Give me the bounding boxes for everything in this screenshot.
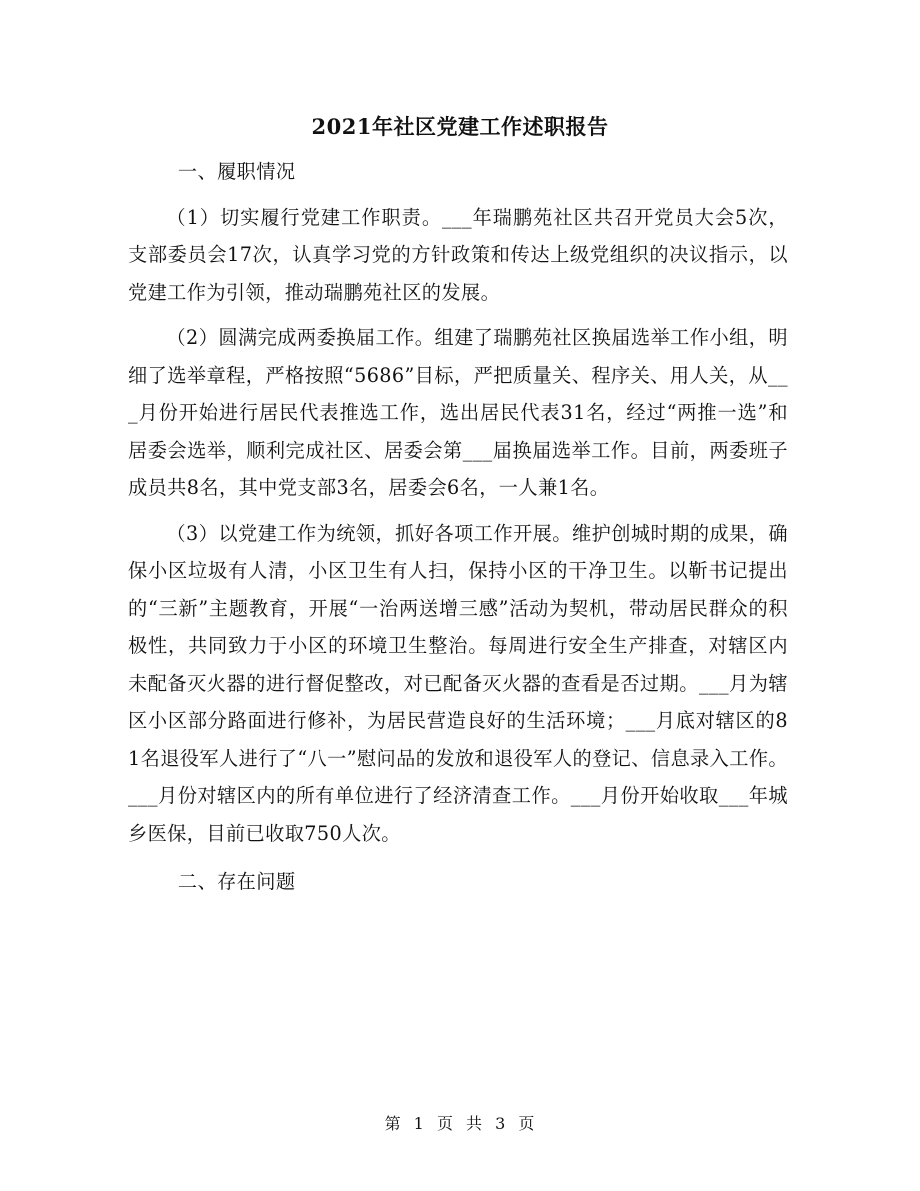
paragraph-party-duties: （1）切实履行党建工作职责。___年瑞鹏苑社区共召开党员大会5次，支部委员会17次，认真学习党的方针政策和传达上级党组织的决议指示，以党建工作为引领，推动瑞鹏苑社区的发展。 xyxy=(128,205,788,304)
paragraph-election: （2）圆满完成两委换届工作。组建了瑞鹏苑社区换届选举工作小组，明细了选举章程，严格按照“5686”目标，严把质量关、程序关、用人关，从___月份开始进行居民代表推选工作，选出居民代表31名，经过“两推一选”和居委会选举，顺利完成社区、居委会第___届换届选举工作。目前，两委班子成员共8名，其中党支部3名，居委会6名，一人兼1名。 xyxy=(128,326,788,499)
document-title: 2021年社区党建工作述职报告 xyxy=(311,114,609,139)
section-heading-problems: 二、存在问题 xyxy=(177,870,296,893)
section-heading-duties: 一、履职情况 xyxy=(177,160,296,183)
paragraph-work-progress: （3）以党建工作为统领，抓好各项工作开展。维护创城时期的成果，确保小区垃圾有人清，小区卫生有人扫，保持小区的干净卫生。以靳书记提出的“三新”主题教育，开展“一治两送增三感”活动为契机，带动居民群众的积极性，共同致力于小区的环境卫生整治。每周进行安全生产排查，对辖区内未配备灭火器的进行督促整改，对已配备灭火器的查看是否过期。___月为辖区小区部分路面进行修补，为居民营造良好的生活环境；___月底对辖区的81名退役军人进行了“八一”慰问品的发放和退役军人的登记、信息录入工作。___月份对辖区内的所有单位进行了经济清查工作。___月份开始收取___年城乡医保，目前已收取750人次。 xyxy=(128,521,788,845)
page-number: 第 1 页 共 3 页 xyxy=(384,1114,536,1133)
document-body xyxy=(128,153,788,901)
